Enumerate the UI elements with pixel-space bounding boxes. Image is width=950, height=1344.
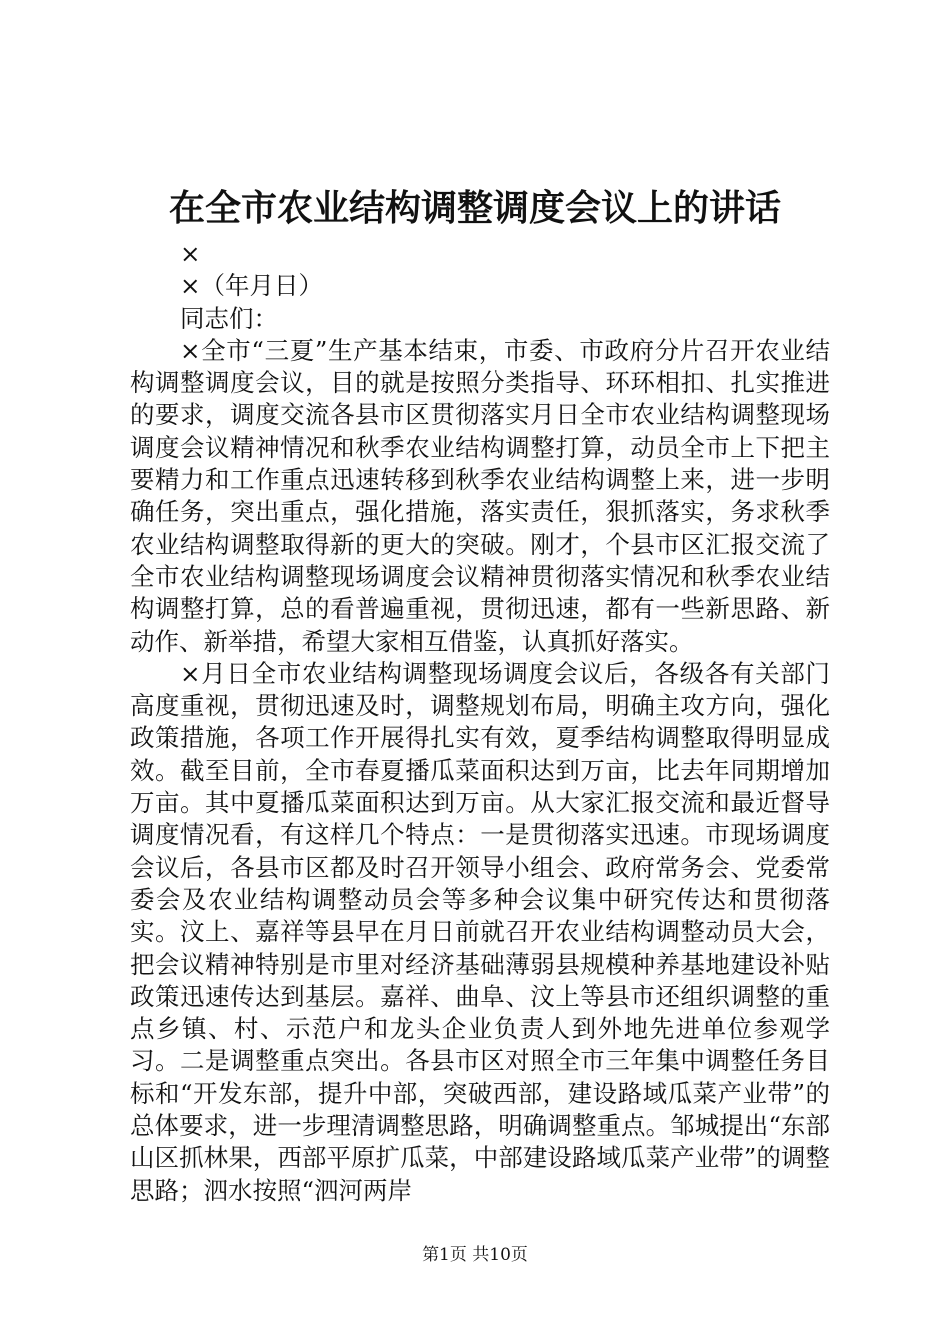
paragraph-2: ×月日全市农业结构调整现场调度会议后，各级各有关部门高度重视，贯彻迅速及时，调整规划布局，明确主攻方向，强化政策措施，各项工作开展得扎实有效，夏季结构调整取得明显成效。截至目前，全市春夏播瓜菜面积达到万亩，比去年同期增加万亩。其中夏播瓜菜面积达到万亩。从大家汇报交流和最近督导调度情况看，有这样几个特点：一是贯彻落实迅速。市现场调度会议后，各县市区都及时召开领导小组会、政府常务会、党委常委会及农业结构调整动员会等多种会议集中研究传达和贯彻落实。汶上、嘉祥等县早在月日前就召开农业结构调整动员大会，把会议精神特别是市里对经济基础薄弱县规模种养基地建设补贴政策迅速传达到基层。嘉祥、曲阜、汶上等县市还组织调整的重点乡镇、村、示范户和龙头企业负责人到外地先进单位参观学习。二是调整重点突出。各县市区对照全市三年集中调整任务目标和“开发东部，提升中部，突破西部，建设路域瓜菜产业带”的总体要求，进一步理清调整思路，明确调整重点。邹城提出“东部山区抓林果，西部平原扩瓜菜，中部建设路域瓜菜产业带”的调整思路；泗水按照“泗河两岸 <box>130 658 830 1205</box>
salutation: 同志们： <box>180 303 278 333</box>
speaker-line: × <box>180 239 201 268</box>
document-body <box>130 238 830 1207</box>
paragraph-1: ×全市“三夏”生产基本结束，市委、市政府分片召开农业结构调整调度会议，目的就是按照分类指导、环环相扣、扎实推进的要求，调度交流各县市区贯彻落实月日全市农业结构调整现场调度会议精神情况和秋季农业结构调整打算，动员全市上下把主要精力和工作重点迅速转移到秋季农业结构调整上来，进一步明确任务，突出重点，强化措施，落实责任，狠抓落实，务求秋季农业结构调整取得新的更大的突破。刚才，个县市区汇报交流了全市农业结构调整现场调度会议精神贯彻落实情况和秋季农业结构调整打算，总的看普遍重视，贯彻迅速，都有一些新思路、新动作、新举措，希望大家相互借鉴，认真抓好落实。 <box>130 335 830 656</box>
document-title: 在全市农业结构调整调度会议上的讲话 <box>168 187 781 229</box>
date-line: ×（年月日） <box>180 271 324 301</box>
page-number-footer: 第1页 共10页 <box>422 1245 528 1265</box>
